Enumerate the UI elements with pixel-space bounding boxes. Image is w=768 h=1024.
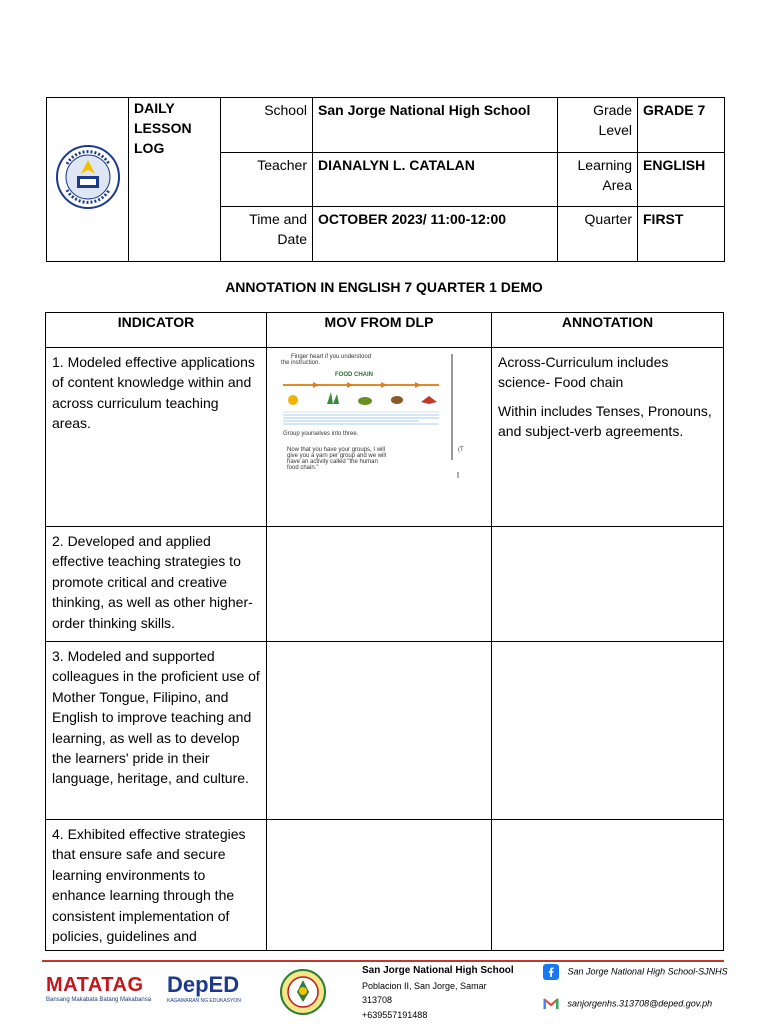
column-header-mov: MOV FROM DLP bbox=[267, 313, 492, 348]
deped-tagline: KAGAWARAN NG EDUKASYON bbox=[167, 998, 241, 1004]
time-label: Time and Date bbox=[221, 207, 313, 262]
mov-line1: Finger heart if you understood bbox=[291, 354, 372, 360]
form-title-line2: LESSON bbox=[134, 120, 192, 136]
annotation-text-1: Across-Curriculum includes science- Food chain bbox=[498, 354, 669, 391]
mov-line6: have an activity called "the human bbox=[287, 459, 378, 465]
indicator-cell: 2. Developed and applied effective teaching strategies to promote critical and creative thinking, as well as other higher-order thinking skills. bbox=[46, 527, 267, 642]
footer-school-name: San Jorge National High School bbox=[362, 965, 514, 976]
grade-value: GRADE 7 bbox=[638, 98, 725, 153]
mov-cell bbox=[267, 348, 492, 527]
school-seal-icon bbox=[280, 969, 326, 1020]
grade-label: Grade Level bbox=[558, 98, 638, 153]
mov-cell bbox=[267, 642, 492, 820]
mov-cell bbox=[267, 527, 492, 642]
mov-line3: Group yourselves into three. bbox=[283, 431, 359, 437]
area-label: Learning Area bbox=[558, 153, 638, 207]
facebook-link[interactable]: San Jorge National High School-SJNHS bbox=[567, 966, 728, 977]
form-title-line3: LOG bbox=[134, 140, 165, 156]
matatag-tagline: Bansang Makabata Batang Makabansa bbox=[46, 997, 152, 1003]
annotation-cell bbox=[492, 642, 724, 820]
table-row bbox=[46, 348, 724, 527]
column-header-indicator: INDICATOR bbox=[46, 313, 267, 348]
quarter-label: Quarter bbox=[558, 207, 638, 262]
mov-screenshot-image bbox=[269, 352, 488, 482]
indicator-cell: 3. Modeled and supported colleagues in the proficient use of Mother Tongue, Filipino, and English to improve teaching and learning, as well as to develop the learners' pride in their language, heritage, and culture. bbox=[46, 642, 267, 820]
form-title bbox=[129, 98, 221, 262]
quarter-value: FIRST bbox=[638, 207, 725, 262]
table-row bbox=[46, 642, 724, 820]
deped-wordmark: DepED bbox=[167, 972, 240, 997]
document-title: ANNOTATION IN ENGLISH 7 QUARTER 1 DEMO bbox=[225, 279, 543, 295]
mov-line4: Now that you have your groups, I will bbox=[287, 447, 386, 453]
matatag-wordmark: MATATAG bbox=[46, 974, 144, 996]
footer-address: Poblacion II, San Jorge, Samar bbox=[362, 980, 487, 991]
deped-seal-cell bbox=[47, 98, 129, 262]
annotation-cell bbox=[492, 527, 724, 642]
teacher-label: Teacher bbox=[221, 153, 313, 207]
school-label: School bbox=[221, 98, 313, 153]
annotation-text-2: Within includes Tenses, Pronouns, and subject-verb agreements. bbox=[498, 402, 712, 440]
facebook-icon bbox=[543, 964, 559, 980]
form-title-line1: DAILY bbox=[134, 100, 175, 116]
table-row bbox=[46, 527, 724, 642]
mov-chart-title: FOOD CHAIN bbox=[335, 372, 373, 378]
indicator-cell: 4. Exhibited effective strategies that ensure safe and secure learning environments to enhance learning through the consistent implementation of policies, guidelines and bbox=[46, 820, 267, 951]
teacher-value: DIANALYN L. CATALAN bbox=[313, 153, 558, 207]
mov-line5: give you a yarn per group and we will bbox=[287, 453, 387, 459]
deped-seal-icon bbox=[55, 144, 121, 210]
table-row bbox=[46, 820, 724, 951]
facebook-contact[interactable] bbox=[543, 964, 728, 980]
area-value: ENGLISH bbox=[638, 153, 725, 207]
time-value: OCTOBER 2023/ 11:00-12:00 bbox=[313, 207, 558, 262]
indicator-cell: 1. Modeled effective applications of content knowledge within and across curriculum teaching areas. bbox=[46, 348, 267, 527]
mov-side-mark: (T bbox=[458, 447, 464, 453]
annotation-table bbox=[45, 312, 724, 951]
footer-divider bbox=[42, 960, 724, 962]
mov-cell bbox=[267, 820, 492, 951]
mov-line2: the instruction. bbox=[281, 360, 321, 366]
column-header-annotation: ANNOTATION bbox=[492, 313, 724, 348]
footer-zip: 313708 bbox=[362, 995, 393, 1005]
annotation-cell bbox=[492, 348, 724, 527]
email-link[interactable]: sanjorgenhs.313708@deped.gov.ph bbox=[567, 998, 713, 1009]
annotation-cell bbox=[492, 820, 724, 951]
footer bbox=[0, 950, 768, 1024]
footer-phone: +639557191488 bbox=[362, 1009, 428, 1020]
mov-line7: food chain." bbox=[287, 465, 319, 471]
header-table bbox=[46, 97, 725, 262]
matatag-logo bbox=[46, 974, 151, 1003]
gmail-icon bbox=[543, 998, 559, 1010]
deped-logo bbox=[167, 972, 241, 1004]
school-address bbox=[362, 964, 514, 1022]
email-contact[interactable] bbox=[543, 998, 712, 1010]
school-value: San Jorge National High School bbox=[313, 98, 558, 153]
